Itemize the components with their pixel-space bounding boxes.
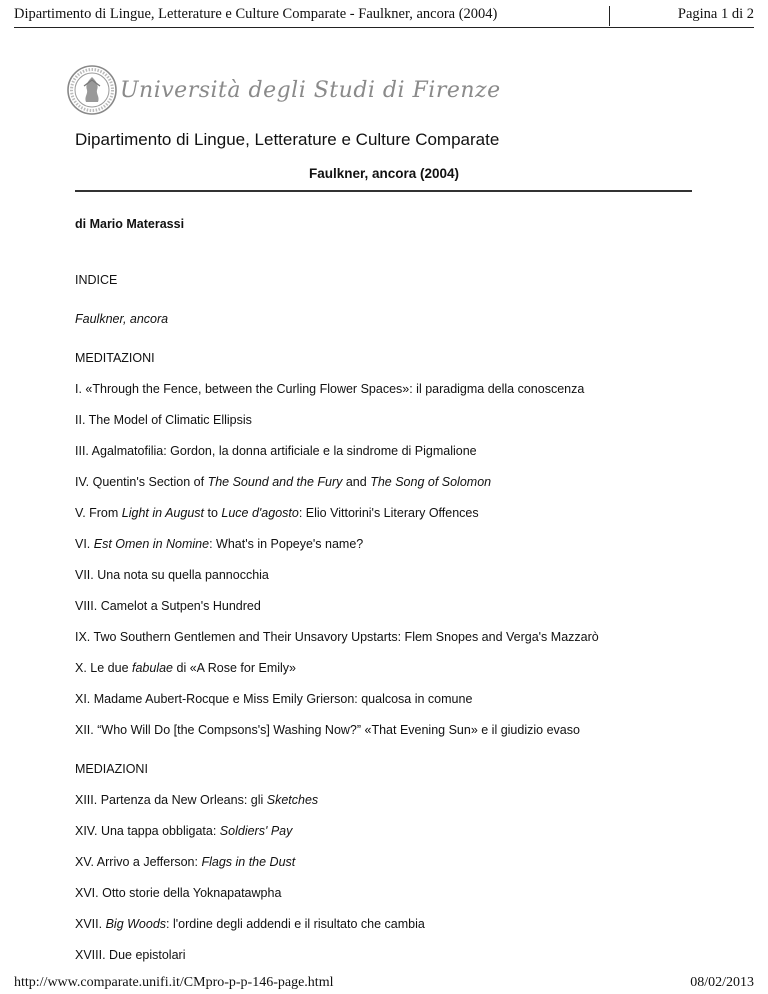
section-heading-meditazioni: MEDITAZIONI	[75, 351, 155, 365]
toc-item-text: XVIII. Due epistolari	[75, 948, 186, 962]
toc-item-text: VII. Una nota su quella pannocchia	[75, 568, 269, 582]
print-header-title: Dipartimento di Lingue, Letterature e Culture Comparate - Faulkner, ancora (2004)	[14, 6, 498, 22]
toc-item-italic: fabulae	[132, 661, 174, 675]
toc-item-text: X. Le due	[75, 661, 132, 675]
page-url: http://www.comparate.unifi.it/CMpro-p-p-146-page.html	[14, 975, 334, 990]
toc-item-italic: The Song of Solomon	[370, 475, 492, 489]
toc-item[interactable]	[75, 537, 363, 551]
print-header-separator	[609, 6, 610, 26]
toc-item-text: III. Agalmatofilia: Gordon, la donna artificiale e la sindrome di Pigmalione	[75, 444, 477, 458]
toc-item-text: : Elio Vittorini's Literary Offences	[298, 506, 479, 520]
toc-item-italic: Light in August	[121, 506, 205, 520]
toc-item-text: XIV. Una tappa obbligata:	[75, 824, 220, 838]
toc-item-italic: Soldiers' Pay	[219, 824, 293, 838]
toc-item-text: XI. Madame Aubert-Rocque e Miss Emily Grierson: qualcosa in comune	[75, 692, 473, 706]
toc-item[interactable]	[75, 413, 252, 427]
department-title: Dipartimento di Lingue, Letterature e Culture Comparate	[75, 130, 500, 149]
toc-item-italic: Luce d'agosto	[221, 506, 299, 520]
university-seal-icon	[66, 64, 118, 116]
print-header-rule	[14, 27, 754, 28]
toc-item[interactable]	[75, 661, 296, 675]
toc-item[interactable]	[75, 917, 425, 931]
toc-item[interactable]	[75, 824, 292, 838]
author-line: di Mario Materassi	[75, 217, 185, 231]
toc-item-italic: Est Omen in Nomine	[93, 537, 210, 551]
toc-item-text: V. From	[75, 506, 122, 520]
toc-item-italic: The Sound and the Fury	[207, 475, 343, 489]
document-title: Faulkner, ancora (2004)	[308, 166, 460, 181]
toc-item-italic: Flags in the Dust	[201, 855, 296, 869]
toc-item[interactable]	[75, 692, 472, 706]
toc-item-text: IV. Quentin's Section of	[75, 475, 208, 489]
toc-item-text: XVI. Otto storie della Yoknapatawpha	[75, 886, 282, 900]
toc-item-text: to	[204, 506, 222, 520]
intro-item-title: Faulkner, ancora	[75, 312, 169, 326]
toc-item[interactable]	[75, 793, 318, 807]
toc-item-text: XVII.	[75, 917, 106, 931]
toc-item[interactable]	[75, 506, 479, 520]
toc-item-italic: Sketches	[266, 793, 319, 807]
toc-item-text: di «A Rose for Emily»	[173, 661, 296, 675]
toc-item-text: : l'ordine degli addendi e il risultato che cambia	[166, 917, 425, 931]
toc-item[interactable]	[75, 855, 295, 869]
section-heading-mediazioni: MEDIAZIONI	[75, 762, 148, 776]
toc-item[interactable]	[75, 568, 269, 582]
toc-item-text: : What's in Popeye's name?	[209, 537, 364, 551]
toc-item[interactable]	[75, 948, 185, 962]
toc-item-text: XV. Arrivo a Jefferson:	[75, 855, 202, 869]
toc-item[interactable]	[75, 886, 281, 900]
toc-item[interactable]	[75, 444, 477, 458]
page-number: Pagina 1 di 2	[677, 6, 754, 22]
toc-item-text: XIII. Partenza da New Orleans: gli	[75, 793, 267, 807]
toc-item-text: XII. “Who Will Do [the Compsons's] Washing Now?” «That Evening Sun» e il giudizio evaso	[75, 723, 580, 737]
toc-item-text: VIII. Camelot a Sutpen's Hundred	[75, 599, 261, 613]
toc-item[interactable]	[75, 630, 599, 644]
toc-item[interactable]	[75, 723, 580, 737]
index-heading: INDICE	[75, 273, 118, 287]
university-name: Università degli Studi di Firenze	[120, 78, 501, 103]
toc-item-text: IX. Two Southern Gentlemen and Their Unsavory Upstarts: Flem Snopes and Verga's Mazzarò	[75, 630, 599, 644]
toc-item[interactable]	[75, 599, 261, 613]
toc-item-text: and	[342, 475, 371, 489]
toc-item-italic: Big Woods	[105, 917, 167, 931]
toc-item-text: I. «Through the Fence, between the Curling Flower Spaces»: il paradigma della conoscenza	[75, 382, 585, 396]
title-divider	[75, 190, 692, 192]
toc-item-text: VI.	[75, 537, 94, 551]
print-footer	[14, 975, 754, 993]
toc-item[interactable]	[75, 382, 584, 396]
toc-item-text: II. The Model of Climatic Ellipsis	[75, 413, 252, 427]
print-date: 08/02/2013	[690, 975, 754, 990]
university-logo[interactable]	[66, 64, 501, 120]
intro-item[interactable]	[75, 312, 168, 326]
toc-item[interactable]	[75, 475, 491, 489]
print-header	[14, 6, 754, 26]
